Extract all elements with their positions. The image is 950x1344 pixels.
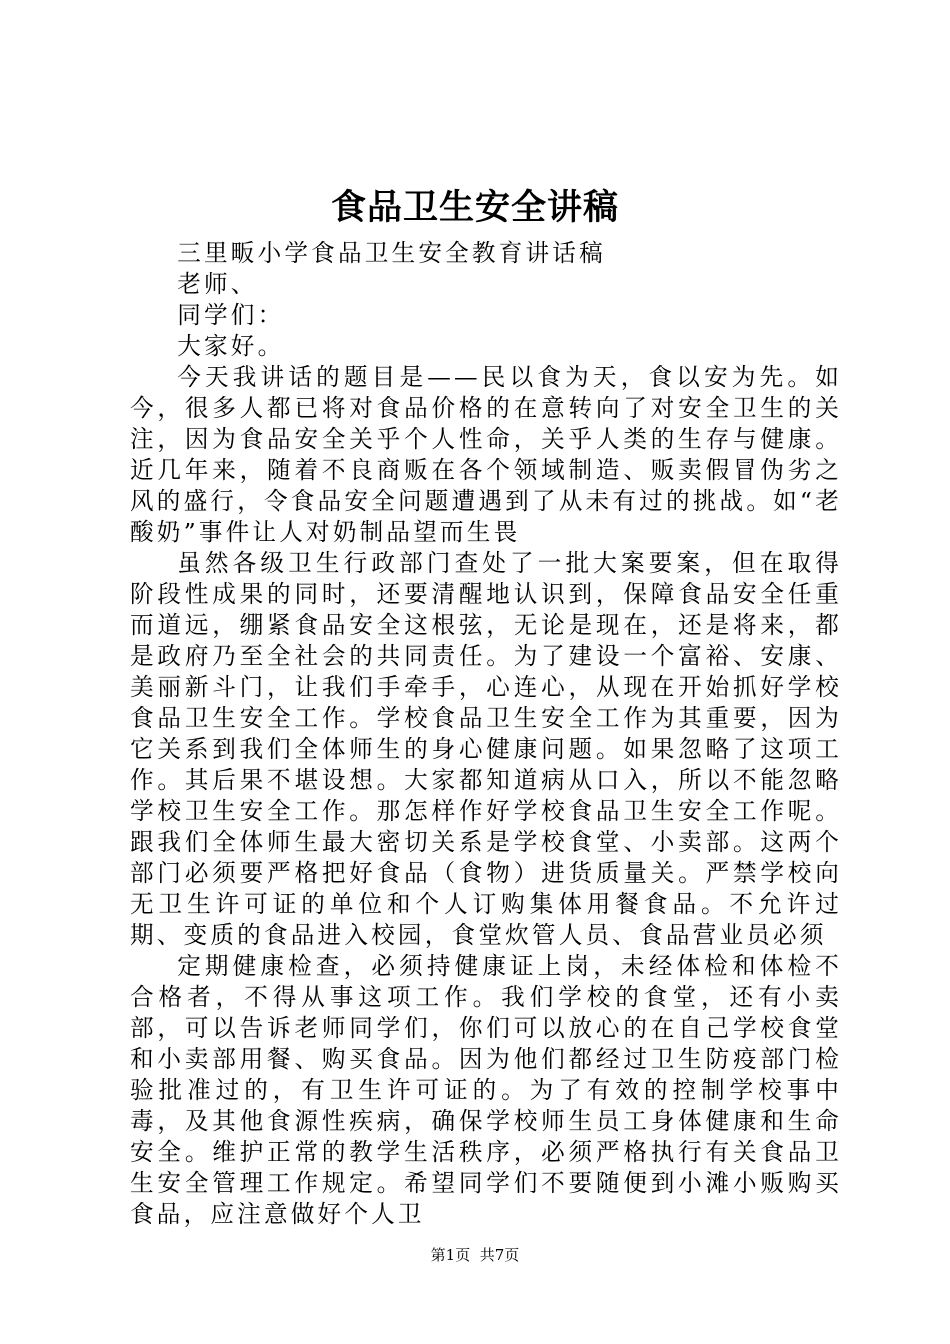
- body-paragraph: 今天我讲话的题目是——民以食为天，食以安为先。如今，很多人都已将对食品价格的在意转向了对安全卫生的关注，因为食品安全关乎个人性命，关乎人类的生存与健康。近几年来，随着不良商贩在各个领域制造、贩卖假冒伪劣之风的盛行，令食品安全问题遭遇到了从未有过的挑战。如“老酸奶”事件让人对奶制品望而生畏: [130, 363, 842, 546]
- greeting-students: 同学们：: [177, 301, 285, 329]
- body-paragraph: 虽然各级卫生行政部门查处了一批大案要案，但在取得阶段性成果的同时，还要清醒地认识到，保障食品安全任重而道远，绷紧食品安全这根弦，无论是现在，还是将来，都是政府乃至全社会的共同责任。为了建设一个富裕、安康、美丽新斗门，让我们手牵手，心连心，从现在开始抓好学校食品卫生安全工作。学校食品卫生安全工作为其重要，因为它关系到我们全体师生的身心健康问题。如果忽略了这项工作。其后果不堪设想。大家都知道病从口入，所以不能忽略学校卫生安全工作。那怎样作好学校食品卫生安全工作呢。跟我们全体师生最大密切关系是学校食堂、小卖部。这两个部门必须要严格把好食品（食物）进货质量关。严禁学校向无卫生许可证的单位和个人订购集体用餐食品。不允许过期、变质的食品进入校园，食堂炊管人员、食品营业员必须: [130, 549, 842, 949]
- document-title: 食品卫生安全讲稿: [330, 187, 619, 228]
- greeting-teachers: 老师、: [177, 270, 258, 298]
- page-total: 共7页: [479, 1246, 520, 1264]
- body-paragraph: 定期健康检查，必须持健康证上岗，未经体检和体检不合格者，不得从事这项工作。我们学校的食堂，还有小卖部，可以告诉老师同学们，你们可以放心的在自己学校食堂和小卖部用餐、购买食品。因为他们都经过卫生防疫部门检验批准过的，有卫生许可证的。为了有效的控制学校事中毒，及其他食源性疾病，确保学校师生员工身体健康和生命安全。维护正常的教学生活秩序，必须严格执行有关食品卫生安全管理工作规定。希望同学们不要随便到小滩小贩购买食品，应注意做好个人卫: [130, 952, 842, 1228]
- document-body: [130, 238, 842, 1230]
- greeting-hello: 大家好。: [177, 332, 285, 360]
- subtitle-paragraph: 三里畈小学食品卫生安全教育讲话稿: [177, 239, 606, 267]
- page-footer: [0, 1244, 950, 1266]
- page-number: 第1页: [430, 1246, 471, 1264]
